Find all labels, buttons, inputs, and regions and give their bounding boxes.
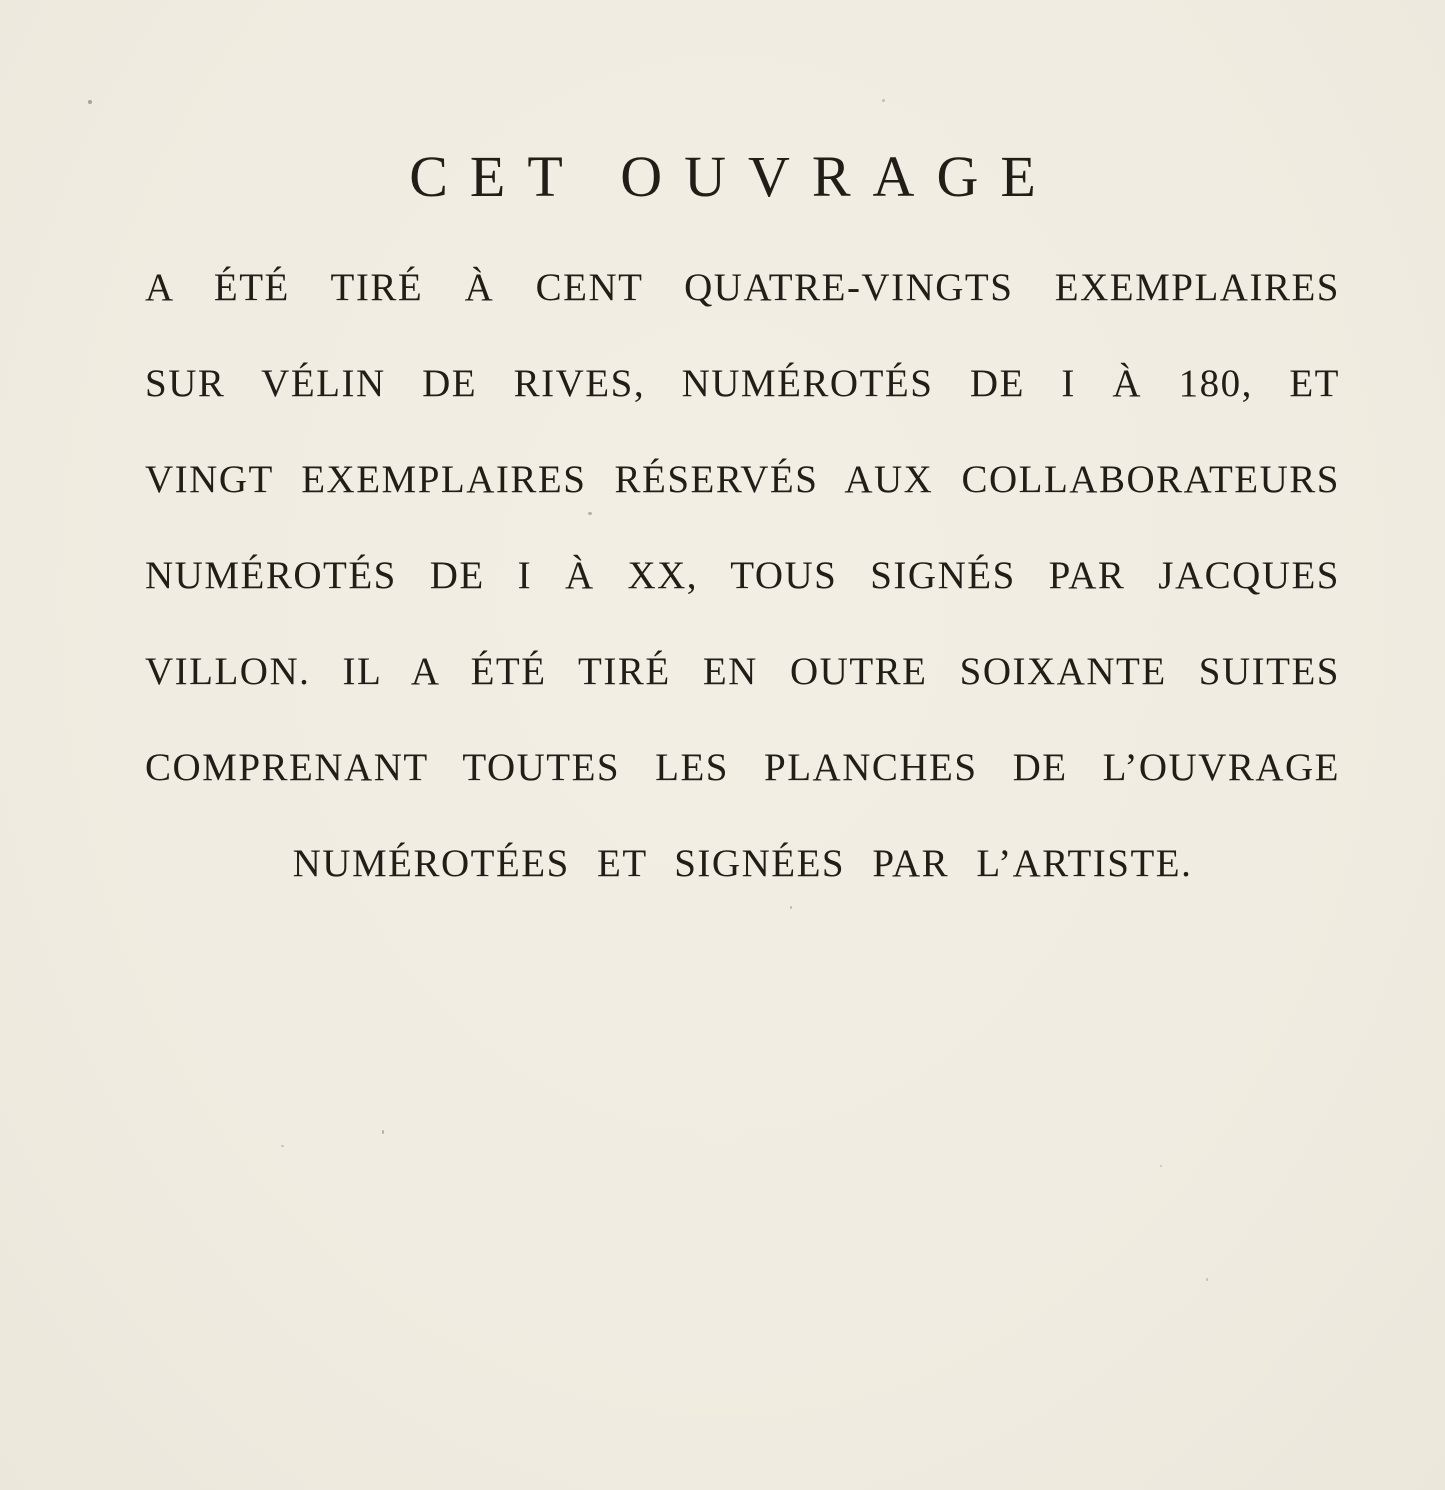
paper-speck xyxy=(281,1145,284,1147)
paper-speck xyxy=(588,512,592,515)
colophon-line: COMPRENANT TOUTES LES PLANCHES DE L’OUVRAGE xyxy=(145,746,1340,789)
colophon-line: VINGT EXEMPLAIRES RÉSERVÉS AUX COLLABORATEURS xyxy=(145,458,1340,501)
paper-speck xyxy=(382,1130,384,1134)
colophon-line: NUMÉROTÉES ET SIGNÉES PAR L’ARTISTE. xyxy=(292,842,1193,885)
page-title: CET OUVRAGE xyxy=(409,144,1058,209)
paper-speck xyxy=(1206,1278,1208,1281)
colophon-line: NUMÉROTÉS DE I À XX, TOUS SIGNÉS PAR JACQUES xyxy=(145,554,1340,597)
paper-speck xyxy=(88,100,92,104)
paper-speck xyxy=(882,99,885,102)
paper-speck xyxy=(790,906,792,909)
colophon-line: VILLON. IL A ÉTÉ TIRÉ EN OUTRE SOIXANTE SUITES xyxy=(145,650,1340,693)
paper-speck xyxy=(1160,1165,1162,1167)
colophon-line: SUR VÉLIN DE RIVES, NUMÉROTÉS DE I À 180, ET xyxy=(145,362,1340,405)
colophon-text-block xyxy=(145,240,1340,912)
colophon-line: A ÉTÉ TIRÉ À CENT QUATRE-VINGTS EXEMPLAIRES xyxy=(145,266,1340,309)
